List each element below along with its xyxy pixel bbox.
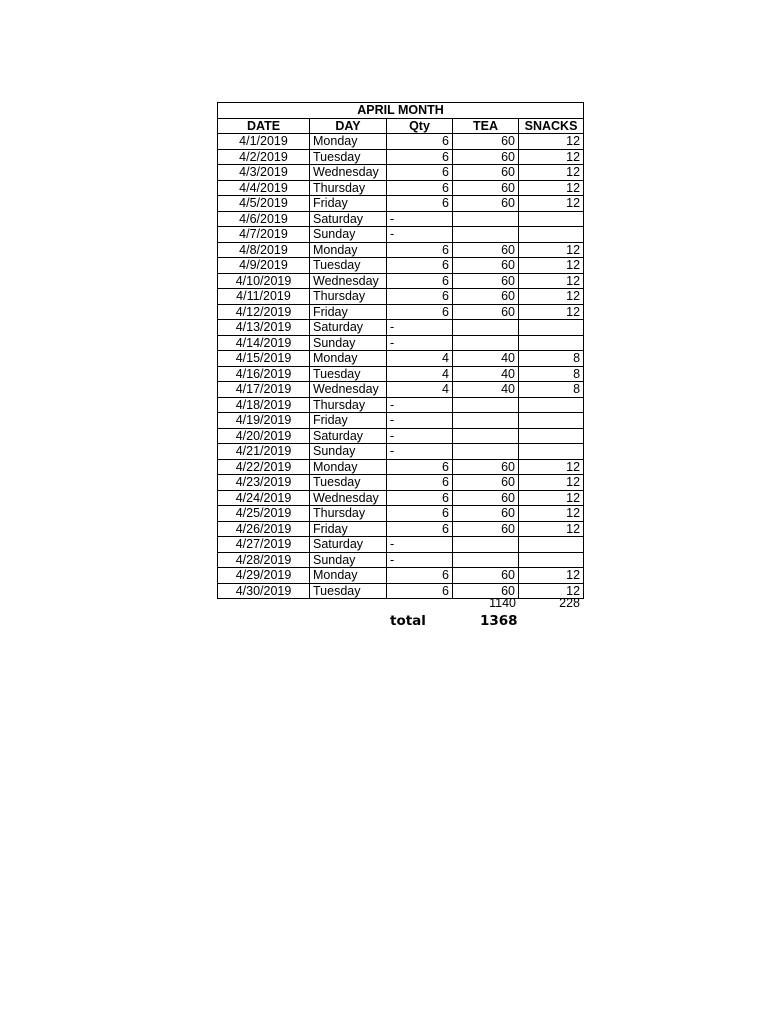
cell-qty: - bbox=[387, 397, 453, 413]
cell-tea: 40 bbox=[453, 382, 519, 398]
cell-tea: 60 bbox=[453, 475, 519, 491]
cell-date: 4/5/2019 bbox=[218, 196, 310, 212]
cell-qty: 6 bbox=[387, 149, 453, 165]
cell-tea bbox=[453, 552, 519, 568]
cell-tea: 60 bbox=[453, 242, 519, 258]
cell-qty: 6 bbox=[387, 490, 453, 506]
cell-snacks: 12 bbox=[519, 506, 584, 522]
table-row bbox=[218, 134, 584, 150]
cell-date: 4/10/2019 bbox=[218, 273, 310, 289]
cell-date: 4/13/2019 bbox=[218, 320, 310, 336]
cell-tea bbox=[453, 227, 519, 243]
cell-tea: 60 bbox=[453, 304, 519, 320]
cell-qty: 4 bbox=[387, 351, 453, 367]
cell-tea: 60 bbox=[453, 289, 519, 305]
cell-qty: 6 bbox=[387, 583, 453, 599]
cell-day: Friday bbox=[310, 304, 387, 320]
cell-date: 4/28/2019 bbox=[218, 552, 310, 568]
cell-snacks: 8 bbox=[519, 366, 584, 382]
cell-tea: 60 bbox=[453, 134, 519, 150]
grand-total bbox=[217, 613, 583, 631]
cell-day: Friday bbox=[310, 521, 387, 537]
cell-tea: 60 bbox=[453, 583, 519, 599]
cell-tea: 60 bbox=[453, 165, 519, 181]
cell-date: 4/2/2019 bbox=[218, 149, 310, 165]
header-snacks: SNACKS bbox=[519, 118, 584, 134]
cell-tea bbox=[453, 428, 519, 444]
cell-qty: 6 bbox=[387, 289, 453, 305]
cell-snacks: 12 bbox=[519, 583, 584, 599]
cell-snacks: 12 bbox=[519, 165, 584, 181]
cell-snacks bbox=[519, 444, 584, 460]
cell-date: 4/3/2019 bbox=[218, 165, 310, 181]
cell-day: Monday bbox=[310, 134, 387, 150]
cell-qty: 6 bbox=[387, 258, 453, 274]
cell-snacks bbox=[519, 227, 584, 243]
cell-qty: 6 bbox=[387, 568, 453, 584]
table-row bbox=[218, 320, 584, 336]
cell-tea bbox=[453, 211, 519, 227]
cell-qty: 6 bbox=[387, 242, 453, 258]
table-row bbox=[218, 552, 584, 568]
cell-qty: 4 bbox=[387, 366, 453, 382]
table-title: APRIL MONTH bbox=[218, 103, 584, 119]
cell-day: Tuesday bbox=[310, 366, 387, 382]
cell-tea bbox=[453, 320, 519, 336]
tea-sum: 1140 bbox=[489, 596, 516, 610]
table-row bbox=[218, 304, 584, 320]
cell-date: 4/27/2019 bbox=[218, 537, 310, 553]
cell-day: Thursday bbox=[310, 397, 387, 413]
header-date: DATE bbox=[218, 118, 310, 134]
cell-date: 4/29/2019 bbox=[218, 568, 310, 584]
cell-snacks bbox=[519, 413, 584, 429]
cell-date: 4/26/2019 bbox=[218, 521, 310, 537]
table-row bbox=[218, 242, 584, 258]
cell-qty: - bbox=[387, 428, 453, 444]
table-row bbox=[218, 428, 584, 444]
cell-date: 4/19/2019 bbox=[218, 413, 310, 429]
cell-qty: 6 bbox=[387, 180, 453, 196]
cell-date: 4/23/2019 bbox=[218, 475, 310, 491]
cell-tea: 40 bbox=[453, 351, 519, 367]
table-row bbox=[218, 258, 584, 274]
cell-date: 4/8/2019 bbox=[218, 242, 310, 258]
table-row bbox=[218, 506, 584, 522]
header-qty: Qty bbox=[387, 118, 453, 134]
cell-day: Monday bbox=[310, 351, 387, 367]
cell-snacks: 12 bbox=[519, 475, 584, 491]
cell-tea bbox=[453, 444, 519, 460]
cell-date: 4/22/2019 bbox=[218, 459, 310, 475]
cell-day: Saturday bbox=[310, 537, 387, 553]
table-row bbox=[218, 211, 584, 227]
cell-tea: 60 bbox=[453, 521, 519, 537]
table-row bbox=[218, 273, 584, 289]
table-row bbox=[218, 227, 584, 243]
cell-tea: 60 bbox=[453, 180, 519, 196]
cell-snacks: 8 bbox=[519, 351, 584, 367]
table-row bbox=[218, 196, 584, 212]
cell-snacks bbox=[519, 428, 584, 444]
table-row bbox=[218, 568, 584, 584]
cell-day: Wednesday bbox=[310, 382, 387, 398]
cell-day: Thursday bbox=[310, 180, 387, 196]
header-row bbox=[218, 118, 584, 134]
table-row bbox=[218, 537, 584, 553]
cell-day: Saturday bbox=[310, 320, 387, 336]
cell-tea bbox=[453, 397, 519, 413]
cell-snacks bbox=[519, 397, 584, 413]
spreadsheet bbox=[217, 102, 583, 599]
cell-date: 4/14/2019 bbox=[218, 335, 310, 351]
cell-tea: 60 bbox=[453, 196, 519, 212]
cell-qty: 6 bbox=[387, 196, 453, 212]
cell-day: Tuesday bbox=[310, 149, 387, 165]
total-label: total bbox=[390, 613, 426, 629]
cell-qty: 6 bbox=[387, 273, 453, 289]
table-row bbox=[218, 382, 584, 398]
table-row bbox=[218, 397, 584, 413]
cell-date: 4/15/2019 bbox=[218, 351, 310, 367]
cell-date: 4/17/2019 bbox=[218, 382, 310, 398]
cell-day: Tuesday bbox=[310, 258, 387, 274]
cell-qty: - bbox=[387, 537, 453, 553]
table-row bbox=[218, 459, 584, 475]
cell-snacks bbox=[519, 211, 584, 227]
cell-snacks bbox=[519, 320, 584, 336]
cell-date: 4/7/2019 bbox=[218, 227, 310, 243]
table-row bbox=[218, 165, 584, 181]
cell-qty: - bbox=[387, 320, 453, 336]
cell-snacks: 8 bbox=[519, 382, 584, 398]
cell-qty: 6 bbox=[387, 304, 453, 320]
cell-day: Friday bbox=[310, 196, 387, 212]
cell-date: 4/1/2019 bbox=[218, 134, 310, 150]
cell-date: 4/21/2019 bbox=[218, 444, 310, 460]
table-row bbox=[218, 413, 584, 429]
cell-qty: 6 bbox=[387, 521, 453, 537]
table-row bbox=[218, 475, 584, 491]
cell-date: 4/20/2019 bbox=[218, 428, 310, 444]
cell-snacks: 12 bbox=[519, 568, 584, 584]
cell-tea: 60 bbox=[453, 490, 519, 506]
cell-date: 4/25/2019 bbox=[218, 506, 310, 522]
cell-qty: 6 bbox=[387, 165, 453, 181]
cell-tea bbox=[453, 413, 519, 429]
cell-tea: 60 bbox=[453, 459, 519, 475]
cell-day: Thursday bbox=[310, 506, 387, 522]
cell-qty: - bbox=[387, 335, 453, 351]
cell-snacks: 12 bbox=[519, 521, 584, 537]
snacks-sum: 228 bbox=[559, 596, 580, 610]
cell-snacks bbox=[519, 537, 584, 553]
cell-date: 4/6/2019 bbox=[218, 211, 310, 227]
cell-tea: 60 bbox=[453, 506, 519, 522]
cell-date: 4/18/2019 bbox=[218, 397, 310, 413]
cell-snacks bbox=[519, 335, 584, 351]
cell-date: 4/12/2019 bbox=[218, 304, 310, 320]
cell-day: Sunday bbox=[310, 444, 387, 460]
cell-snacks: 12 bbox=[519, 273, 584, 289]
cell-date: 4/16/2019 bbox=[218, 366, 310, 382]
header-day: DAY bbox=[310, 118, 387, 134]
table-row bbox=[218, 521, 584, 537]
cell-day: Sunday bbox=[310, 227, 387, 243]
cell-qty: 6 bbox=[387, 475, 453, 491]
cell-snacks: 12 bbox=[519, 258, 584, 274]
cell-tea: 40 bbox=[453, 366, 519, 382]
cell-snacks: 12 bbox=[519, 490, 584, 506]
table-row bbox=[218, 366, 584, 382]
cell-day: Wednesday bbox=[310, 490, 387, 506]
cell-snacks bbox=[519, 552, 584, 568]
cell-day: Tuesday bbox=[310, 583, 387, 599]
cell-day: Thursday bbox=[310, 289, 387, 305]
cell-tea: 60 bbox=[453, 273, 519, 289]
cell-tea: 60 bbox=[453, 149, 519, 165]
column-sums bbox=[217, 596, 583, 610]
cell-date: 4/11/2019 bbox=[218, 289, 310, 305]
cell-day: Saturday bbox=[310, 428, 387, 444]
cell-snacks: 12 bbox=[519, 149, 584, 165]
cell-day: Wednesday bbox=[310, 273, 387, 289]
header-tea: TEA bbox=[453, 118, 519, 134]
cell-tea bbox=[453, 537, 519, 553]
table-row bbox=[218, 490, 584, 506]
tea-snacks-table bbox=[217, 102, 584, 599]
cell-qty: 6 bbox=[387, 459, 453, 475]
cell-date: 4/9/2019 bbox=[218, 258, 310, 274]
cell-snacks: 12 bbox=[519, 459, 584, 475]
cell-snacks: 12 bbox=[519, 304, 584, 320]
cell-day: Monday bbox=[310, 568, 387, 584]
table-row bbox=[218, 335, 584, 351]
cell-snacks: 12 bbox=[519, 134, 584, 150]
cell-tea: 60 bbox=[453, 258, 519, 274]
cell-snacks: 12 bbox=[519, 196, 584, 212]
table-row bbox=[218, 149, 584, 165]
cell-day: Monday bbox=[310, 242, 387, 258]
cell-qty: 6 bbox=[387, 506, 453, 522]
cell-day: Tuesday bbox=[310, 475, 387, 491]
cell-qty: - bbox=[387, 227, 453, 243]
cell-tea bbox=[453, 335, 519, 351]
cell-day: Saturday bbox=[310, 211, 387, 227]
cell-date: 4/30/2019 bbox=[218, 583, 310, 599]
table-row bbox=[218, 289, 584, 305]
cell-snacks: 12 bbox=[519, 289, 584, 305]
cell-qty: 6 bbox=[387, 134, 453, 150]
cell-qty: - bbox=[387, 211, 453, 227]
cell-snacks: 12 bbox=[519, 180, 584, 196]
cell-day: Sunday bbox=[310, 552, 387, 568]
cell-qty: - bbox=[387, 444, 453, 460]
total-value: 1368 bbox=[480, 613, 518, 629]
table-body bbox=[218, 134, 584, 599]
cell-qty: - bbox=[387, 413, 453, 429]
table-row bbox=[218, 180, 584, 196]
cell-day: Monday bbox=[310, 459, 387, 475]
table-row bbox=[218, 444, 584, 460]
title-row bbox=[218, 103, 584, 119]
cell-date: 4/4/2019 bbox=[218, 180, 310, 196]
cell-snacks: 12 bbox=[519, 242, 584, 258]
table-row bbox=[218, 351, 584, 367]
cell-qty: 4 bbox=[387, 382, 453, 398]
cell-day: Friday bbox=[310, 413, 387, 429]
cell-day: Sunday bbox=[310, 335, 387, 351]
cell-tea: 60 bbox=[453, 568, 519, 584]
cell-date: 4/24/2019 bbox=[218, 490, 310, 506]
cell-qty: - bbox=[387, 552, 453, 568]
cell-day: Wednesday bbox=[310, 165, 387, 181]
